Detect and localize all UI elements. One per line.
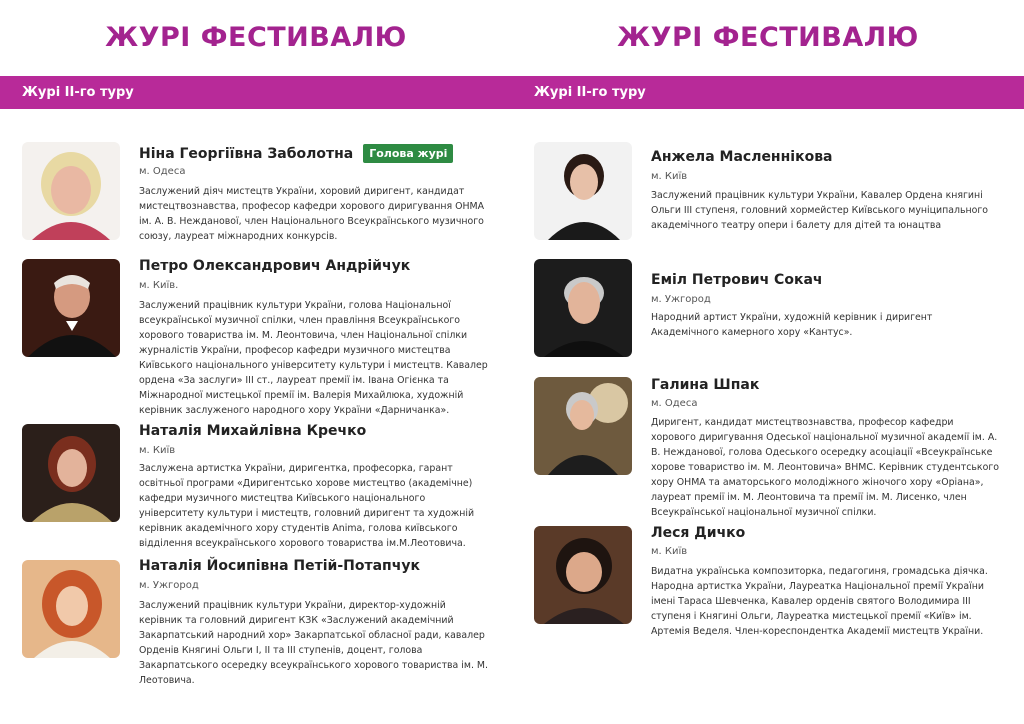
jury-bio: Видатна українська композиторка, педагогиня, громадська діячка. Народна артистка України, Лауреатка Національної премії України імені Тараса Шевченка, Кавалер орденів святого Володимира ІІІ ступеня і Княгині Ольги, Лауреатка мистецької премії «Київ» ім. Артемія Веделя. Член-кореспондентка Академії мистецтв України. bbox=[651, 566, 988, 637]
jury-name-row bbox=[651, 377, 759, 393]
jury-photo bbox=[534, 142, 632, 240]
jury-photo bbox=[22, 259, 120, 357]
chair-badge: Голова журі bbox=[363, 144, 453, 163]
right-page bbox=[512, 0, 1024, 724]
jury-photo bbox=[22, 560, 120, 658]
jury-name-row bbox=[139, 258, 410, 274]
jury-photo bbox=[534, 526, 632, 624]
jury-name-row bbox=[651, 525, 745, 541]
jury-photo bbox=[22, 424, 120, 522]
jury-photo bbox=[22, 142, 120, 240]
jury-city: м. Ужгород bbox=[651, 294, 711, 305]
jury-name: Наталія Йосипівна Петій-Потапчук bbox=[139, 558, 420, 574]
jury-city: м. Київ bbox=[651, 171, 688, 182]
jury-name-row bbox=[651, 272, 823, 288]
jury-city: м. Ужгород bbox=[139, 580, 199, 591]
jury-city: м. Одеса bbox=[139, 166, 186, 177]
jury-name-row bbox=[139, 423, 366, 439]
jury-name-row bbox=[651, 149, 833, 165]
jury-photo bbox=[534, 259, 632, 357]
jury-name: Леся Дичко bbox=[651, 525, 746, 541]
jury-name: Галина Шпак bbox=[651, 377, 760, 393]
jury-city: м. Одеса bbox=[651, 398, 698, 409]
section-label: Журі ІІ-го туру bbox=[22, 85, 134, 100]
jury-city: м. Київ. bbox=[139, 280, 179, 291]
jury-name: Петро Олександрович Андрійчук bbox=[139, 258, 411, 274]
page-title: ЖУРІ ФЕСТИВАЛЮ bbox=[617, 22, 919, 53]
jury-city: м. Київ bbox=[139, 445, 176, 456]
page-title: ЖУРІ ФЕСТИВАЛЮ bbox=[105, 22, 407, 53]
jury-name-row bbox=[139, 144, 453, 163]
jury-bio: Заслужений діяч мистецтв України, хоровий диригент, кандидат мистецтвознавства, професор кафедри хорового диригування ОНМА ім. А. В. Нежданової, член Національного Всеукраїнського музичного союзу, лауреат міжнародних конкурсів. bbox=[139, 186, 485, 242]
jury-city: м. Київ bbox=[651, 546, 688, 557]
jury-name-row bbox=[139, 558, 420, 574]
jury-bio: Заслужений працівник культури України, Кавалер Ордена княгині Ольги ІІІ ступеня, головний хормейстер Київського муніципального академічного театру опери і балету для дітей та юнацтва bbox=[651, 190, 988, 231]
jury-bio: Заслужена артистка України, диригентка, професорка, гарант освітньої програми «Диригентсько хорове мистецтво (академічне) кафедри музичного мистецтва Київського національного університету культури і мистецтв, головний диригент та художній керівник академічного хору студентів Anima, голова київського відділення всеукраїнського хорового товариства ім.М.Леотовича. bbox=[139, 463, 475, 549]
jury-name: Еміл Петрович Сокач bbox=[651, 272, 823, 288]
jury-name: Наталія Михайлівна Кречко bbox=[139, 423, 367, 439]
jury-bio: Диригент, кандидат мистецтвознавства, професор кафедри хорового диригування Одеської національної музичної академії ім. А. В. Нежданової, голова Одеського осередку асоціації «Всеукраїнське хорове товариство ім. М. Леонтовича» ВНМС. Керівник студентського хору ОНМА та аматорського молодіжного жіночого хору «Оріана», лауреат премії ім. М. Леонтовича та премії ім. М. Лисенко, член Всеукраїнської національної музичної спілки. bbox=[651, 417, 999, 518]
jury-bio: Заслужений працівник культури України, голова Національної всеукраїнської музичної спілки, член правління Всеукраїнського хорового товариства ім. М. Леонтовича, член Національної спілки журналістів України, професор кафедри музичного мистецтва Київського національного університету культури і мистецтв. Кавалер ордена «За заслуги» ІІІ ст., лауреат премії ім. Івана Огієнка та Міжнародної мистецької премії ім. Валерія Михайлюка, художній керівник заслуженого народного хору України «Дарничанка». bbox=[139, 300, 488, 416]
jury-name: Ніна Георгіївна Заболотна bbox=[139, 145, 354, 162]
jury-name: Анжела Масленнікова bbox=[651, 149, 833, 165]
section-label: Журі ІІ-го туру bbox=[534, 85, 646, 100]
jury-bio: Заслужений працівник культури України, директор-художній керівник та головний диригент КЗК «Заслужений академічний Закарпатський народний хор» Закарпатської обласної ради, кавалер Орденів Княгині Ольги І, ІІ та ІІІ ступенів, доцент, голова Закарпатського осередку всеукраїнського хорового товариства ім. М. Леотовича. bbox=[139, 600, 488, 686]
jury-bio: Народний артист України, художній керівник і диригент Академічного камерного хору «Кантус». bbox=[651, 312, 933, 338]
jury-photo bbox=[534, 377, 632, 475]
